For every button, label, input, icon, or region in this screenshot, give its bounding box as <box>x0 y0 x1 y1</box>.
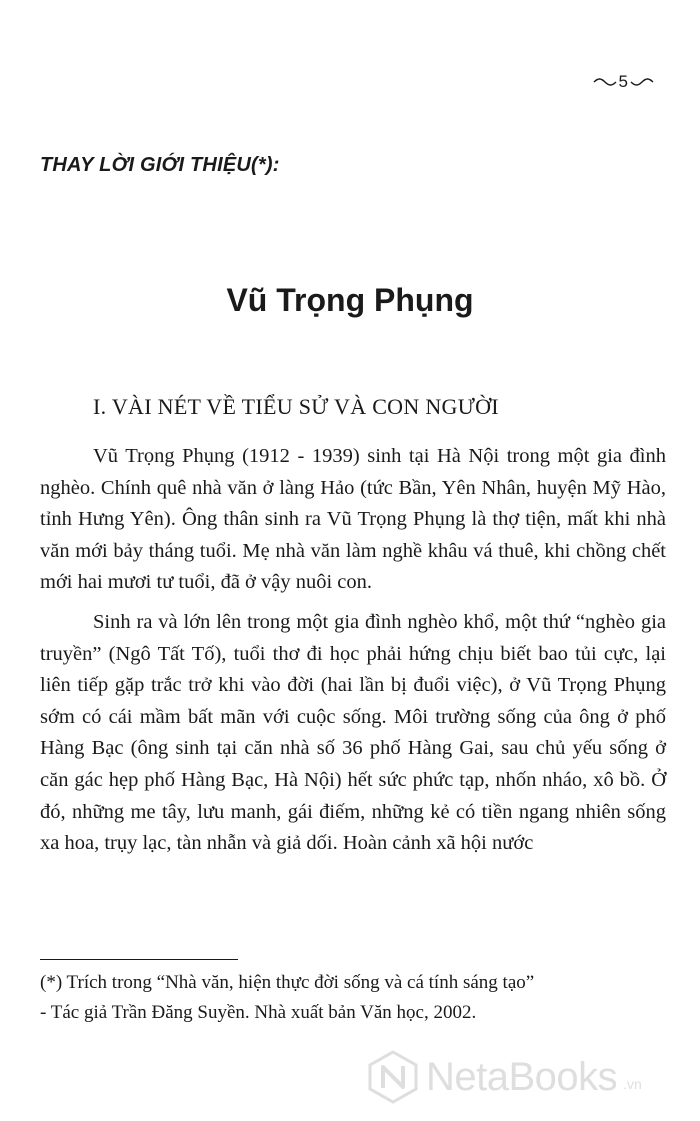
watermark-suffix: .vn <box>623 1076 642 1092</box>
section-label: THAY LỜI GIỚI THIỆU(*): <box>40 154 280 176</box>
watermark-brand: NetaBooks <box>426 1054 618 1099</box>
right-ornament-icon <box>630 77 654 87</box>
footnote <box>40 968 666 1028</box>
section-heading: I. VÀI NÉT VỀ TIỂU SỬ VÀ CON NGƯỜI <box>93 394 499 419</box>
page-number-text: 5 <box>618 72 628 91</box>
body-text <box>40 441 666 868</box>
watermark <box>366 1050 642 1104</box>
page-number <box>593 72 654 92</box>
left-ornament-icon <box>593 77 617 87</box>
footnote-divider <box>40 959 238 960</box>
paragraph-1: Vũ Trọng Phụng (1912 - 1939) sinh tại Hà Nội trong một gia đình nghèo. Chính quê nhà văn ở làng Hảo (tức Bần, Yên Nhân, huyện Mỹ Hào, tỉnh Hưng Yên). Ông thân sinh ra Vũ Trọng Phụng là thợ tiện, mất khi nhà văn mới bảy tháng tuổi. Mẹ nhà văn làm nghề khâu vá thuê, khi chồng chết mới hai mươi tư tuổi, đã ở vậy nuôi con. <box>40 445 666 594</box>
footnote-line-1: (*) Trích trong “Nhà văn, hiện thực đời sống và cá tính sáng tạo” <box>40 972 535 993</box>
footnote-line-2: - Tác giả Trần Đăng Suyền. Nhà xuất bản Văn học, 2002. <box>40 1002 477 1023</box>
netabooks-logo-icon <box>366 1050 420 1104</box>
chapter-title: Vũ Trọng Phụng <box>226 282 474 318</box>
paragraph-2: Sinh ra và lớn lên trong một gia đình nghèo khổ, một thứ “nghèo gia truyền” (Ngô Tất Tố), tuổi thơ đi học phải hứng chịu biết bao tủi cực, lại liên tiếp gặp trắc trở khi vào đời (hai lần bị đuổi việc), ở Vũ Trọng Phụng sớm có cái mầm bất mãn với cuộc sống. Môi trường sống của ông ở phố Hàng Bạc (ông sinh tại căn nhà số 36 phố Hàng Gai, sau chủ yếu sống ở căn gác hẹp phố Hàng Bạc, Hà Nội) hết sức phức tạp, nhốn nháo, xô bồ. Ở đó, những me tây, lưu manh, gái điếm, những kẻ có tiền ngang nhiên sống xa hoa, trụy lạc, tàn nhẫn và giả dối. Hoàn cảnh xã hội nước <box>40 610 666 855</box>
